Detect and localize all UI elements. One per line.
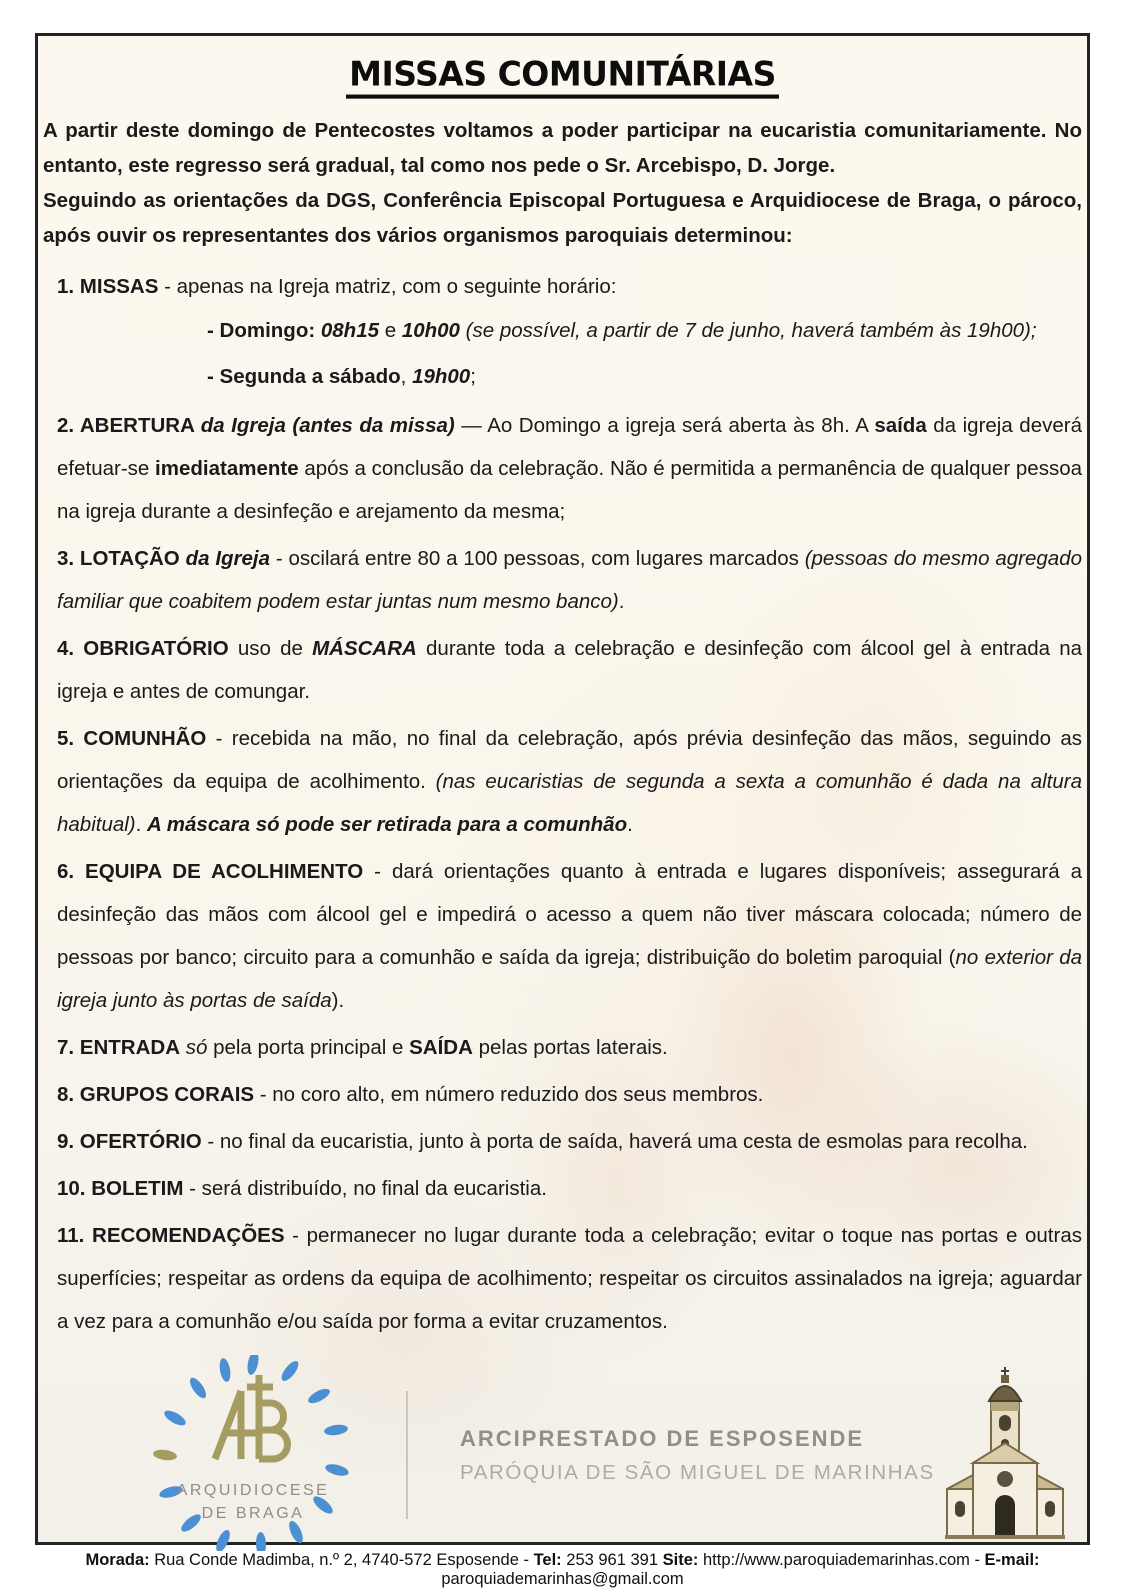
text-run: 9. OFERTÓRIO (57, 1130, 202, 1153)
text-run: (pessoas do mesmo agregado familiar que coabitem podem estar juntas num mesmo banco) (57, 547, 1082, 613)
text-run: MÁSCARA (312, 637, 417, 660)
text-run: pela porta principal e (207, 1036, 410, 1059)
text-run: da igreja deverá efetuar-se (57, 414, 1082, 480)
text-run: da Igreja (185, 547, 271, 570)
text-run: http://www.paroquiademarinhas.com - (698, 1551, 985, 1569)
footer-logo-row (38, 1360, 1087, 1550)
document-sheet (35, 33, 1090, 1545)
text-run: 10h00 (401, 319, 460, 342)
intro-paragraph: A partir deste domingo de Pentecostes voltamos a poder participar na eucaristia comunitariamente. No entanto, este regresso será gradual, tal como nos pede o Sr. Arcebispo, D. Jorge. (43, 119, 1082, 177)
text-run: paroquiademarinhas@gmail.com (441, 1570, 684, 1588)
text-run: 5. COMUNHÃO (57, 727, 207, 750)
text-run: 10. BOLETIM (57, 1177, 184, 1200)
list-item (57, 1120, 1082, 1163)
text-run: pelas portas laterais. (472, 1036, 668, 1059)
text-run: Rua Conde Madimba, n.º 2, 4740-572 Esposende - (149, 1551, 534, 1569)
text-run: Site: (662, 1551, 699, 1569)
text-run: SAÍDA (409, 1036, 473, 1059)
text-run: (se possível, a partir de 7 de junho, haverá também às 19h00); (459, 319, 1037, 342)
text-run: 1. MISSAS (57, 275, 159, 298)
text-run: . (135, 813, 148, 836)
list-subitem (207, 354, 1082, 400)
text-run: - no final da eucaristia, junto à porta de saída, haverá uma cesta de esmolas para recolha. (201, 1130, 1028, 1153)
paroquia-label: PARÓQUIA DE SÃO MIGUEL DE MARINHAS (460, 1460, 935, 1484)
list-item (57, 717, 1082, 846)
arquidiocese-label: ARQUIDIOCESE (176, 1481, 330, 1499)
de-braga-label: DE BRAGA (201, 1504, 305, 1522)
list-subitem (207, 308, 1082, 354)
text-run: durante toda a celebração e desinfeção com álcool gel à entrada na igreja e antes de comungar. (57, 637, 1082, 703)
text-run: 19h00 (412, 365, 471, 388)
list-item (57, 1073, 1082, 1116)
parish-text-block (460, 1426, 935, 1485)
arciprestado-label: ARCIPRESTADO DE ESPOSENDE (460, 1425, 865, 1451)
footer-contact-line (0, 1551, 1125, 1589)
text-run: - no coro alto, em número reduzido dos seus membros. (254, 1083, 764, 1106)
logo-divider (406, 1391, 408, 1519)
text-run: ). (331, 989, 345, 1012)
page-title: MISSAS COMUNITÁRIAS (346, 53, 779, 98)
text-run: Tel: (533, 1551, 562, 1569)
text-run: 08h15 (320, 319, 380, 342)
text-run: uso de (228, 637, 313, 660)
list-item (57, 850, 1082, 1022)
text-run: 253 961 391 (561, 1551, 663, 1569)
text-run: 7. ENTRADA (57, 1036, 181, 1059)
list-item (57, 404, 1082, 533)
intro-paragraph: Seguindo as orientações da DGS, Conferência Episcopal Portuguesa e Arquidiocese de Braga, o pároco, após ouvir os representantes dos vários organismos paroquiais determinou: (43, 189, 1082, 247)
text-run: - recebida na mão, no final da celebração, após prévia desinfeção das mãos, seguindo as orientações da equipa de acolhimento. (57, 727, 1082, 793)
text-run: Morada: (85, 1551, 150, 1569)
document-content (38, 36, 1087, 1343)
list-item (57, 1167, 1082, 1210)
text-run: só (185, 1036, 208, 1059)
list-item (57, 265, 1082, 308)
text-run: 6. EQUIPA DE ACOLHIMENTO (57, 860, 364, 883)
text-run: - Segunda a sábado (207, 365, 401, 388)
text-run: - oscilará entre 80 a 100 pessoas, com lugares marcados (270, 547, 805, 570)
text-run: da Igreja (antes da missa) (200, 414, 455, 437)
text-run: , (400, 365, 413, 388)
ab-monogram (215, 1375, 288, 1459)
text-run: E-mail: (984, 1551, 1040, 1569)
text-run: - será distribuído, no final da eucaristia. (183, 1177, 547, 1200)
text-run: - dará orientações quanto à entrada e lugares disponíveis; assegurará a desinfeção das mãos com álcool gel e impedirá o acesso a quem não tiver máscara colocada; número de pessoas por banco; circuito para a comunhão e saída da igreja; distribuição do boletim paroquial ( (57, 860, 1082, 969)
text-run: 8. GRUPOS CORAIS (57, 1083, 255, 1106)
arquidiocese-braga-logo-icon (153, 1355, 353, 1551)
text-run: 4. OBRIGATÓRIO (57, 637, 229, 660)
text-run: — Ao Domingo a igreja será aberta às 8h. A (454, 414, 875, 437)
text-run: - apenas na Igreja matriz, com o seguinte horário: (158, 275, 617, 298)
items-list (57, 265, 1082, 1343)
text-run: - Domingo: (207, 319, 321, 342)
text-run: A máscara só pode ser retirada para a comunhão (147, 813, 628, 836)
text-run: 2. ABERTURA (57, 414, 201, 437)
text-run: 3. LOTAÇÃO (57, 547, 186, 570)
list-item (57, 627, 1082, 713)
text-run: saída (874, 414, 927, 437)
footer-line (85, 1551, 1039, 1588)
list-item (57, 1026, 1082, 1069)
arquidiocese-logo (148, 1355, 358, 1556)
list-item (57, 1214, 1082, 1343)
church-image (935, 1367, 1075, 1544)
text-run: - permanecer no lugar durante toda a celebração; evitar o toque nas portas e outras superfícies; respeitar as ordens da equipa de acolhimento; respeitar os circuitos assinalados na igreja; aguardar a vez para a comunhão e/ou saída por forma a evitar cruzamentos. (57, 1224, 1082, 1333)
text-run: (nas eucaristias de segunda a sexta a comunhão é dada na altura habitual) (57, 770, 1082, 836)
text-run: 11. RECOMENDAÇÕES (57, 1224, 285, 1247)
title-wrap (43, 54, 1082, 98)
text-run: imediatamente (155, 457, 299, 480)
text-run: após a conclusão da celebração. Não é permitida a permanência de qualquer pessoa na igreja durante a desinfeção e arejamento da mesma; (57, 457, 1082, 523)
church-icon (935, 1367, 1075, 1539)
list-item (57, 537, 1082, 623)
text-run: no exterior da igreja junto às portas de saída (57, 946, 1083, 1012)
text-run: . (627, 813, 633, 836)
text-run: e (379, 319, 402, 342)
text-run: ; (470, 365, 476, 388)
text-run: . (618, 590, 625, 613)
